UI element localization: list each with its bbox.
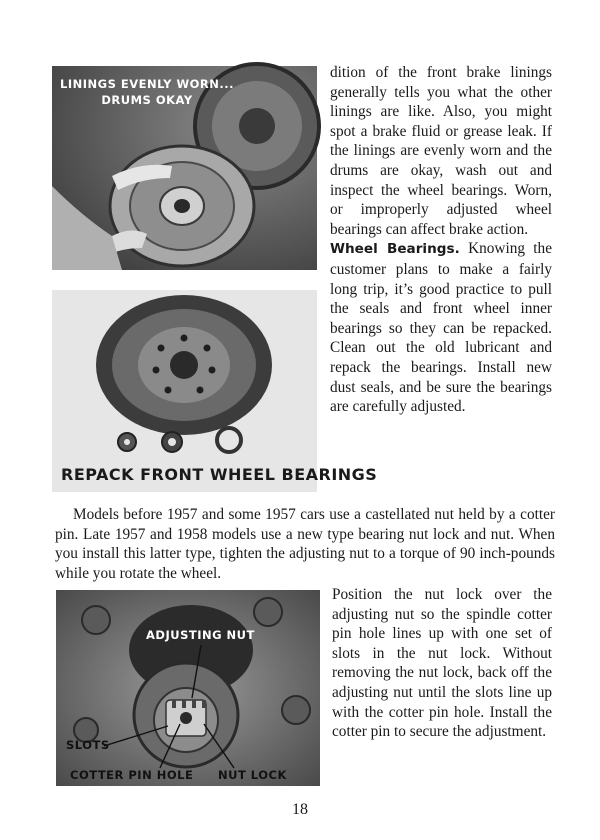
bearings-illustration — [52, 290, 317, 492]
label-cotter-pin-hole: COTTER PIN HOLE — [70, 768, 194, 782]
section-heading: Wheel Bearings. — [330, 241, 460, 258]
paragraph-body: Knowing the customer plans to make a fairly long trip, it’s good practice to pull the seals and front wheel inner bearings so they can be repacked. Clean out the old lubricant and repack the bearings. Install new dust seals, and be sure the bearings are carefully adjusted. — [330, 240, 552, 416]
bearings-photo — [52, 290, 378, 492]
label-adjusting-nut: ADJUSTING NUT — [146, 628, 255, 642]
adjusting-nut-photo — [56, 590, 320, 786]
figure-caption: LININGS EVENLY WORN... DRUMS OKAY — [60, 77, 235, 107]
paragraph — [330, 239, 552, 416]
right-column-text-lower — [332, 585, 552, 742]
figure-caption: REPACK FRONT WHEEL BEARINGS — [61, 465, 378, 484]
right-column-text — [330, 63, 552, 417]
brake-drum-photo — [52, 66, 317, 270]
adjusting-nut-illustration — [56, 590, 320, 786]
paragraph: Position the nut lock over the adjusting nut so the spindle cotter pin hole lines up with one set of slots in the nut lock. Without removing the nut lock, back off the adjusting nut until the slots line up with the cotter pin hole. Install the cotter pin to secure the adjustment. — [332, 586, 552, 741]
paragraph: Models before 1957 and some 1957 cars use a castellated nut held by a cotter pin. Late 1957 and 1958 models use a new type bearing nut lock and nut. When you install this latter type, tighten the adjusting nut to a torque of 90 inch-pounds while you rotate the wheel. — [55, 506, 555, 582]
paragraph: dition of the front brake linings generally tells you what the other linings are like. Also, you might spot a brake fluid or grease leak. If the linings are evenly worn and the drums are okay, wash out and inspect the wheel bearings. Worn, or improperly adjusted wheel bearings can affect brake action. — [330, 64, 552, 238]
page-number: 18 — [292, 801, 308, 818]
full-width-text — [55, 505, 555, 583]
label-nut-lock: NUT LOCK — [218, 768, 287, 782]
label-slots: SLOTS — [66, 738, 110, 752]
